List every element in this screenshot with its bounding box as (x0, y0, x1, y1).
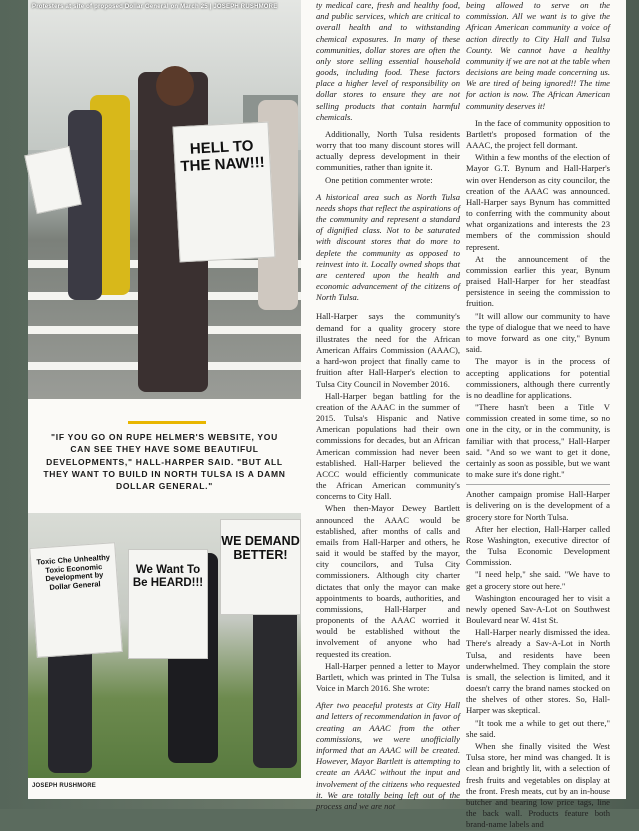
article-column-2 (316, 0, 460, 813)
sign-we-demand-better: WE DEMAND BETTER! (220, 519, 301, 615)
paragraph: Hall-Harper penned a letter to Mayor Bartlett, which was printed in The Tulsa Voice in March 2016. She wrote: (316, 660, 460, 694)
sign-toxic-development: Toxic Che Unhealthy Toxic Economic Development by Dollar General (29, 542, 122, 658)
article-column-3 (466, 0, 610, 831)
sign-we-want-to-be-heard: We Want To Be HEARD!!! (128, 549, 208, 659)
paragraph: The mayor is in the process of accepting applications for potential commissioners, although there currently is no deadline for applications. (466, 356, 610, 400)
paragraph: Washington encouraged her to visit a newly opened Sav-A-Lot on Southwest Boulevard near W. 41st St. (466, 592, 610, 626)
paragraph: "I need help," she said. "We have to get a grocery store out here." (466, 569, 610, 591)
sign-hell-to-the-naw: HELL TO THE NAW!!! (173, 122, 276, 263)
paragraph: At the announcement of the commission earlier this year, Bynum praised Hall-Harper for her steadfast persistence in seeing the commission to fruition. (466, 253, 610, 309)
paragraph: One petition commenter wrote: (325, 174, 433, 185)
section-divider (466, 484, 610, 485)
pull-quote-rule-top (128, 421, 206, 424)
pull-quote: "IF YOU GO ON RUPE HELMER'S WEBSITE, YOU CAN SEE THEY HAVE SOME BEAUTIFUL DEVELOPMENTS," HALL-HARPER SAID. "BUT ALL THEY WANT TO BUILD IN NORTH TULSA IS A DAMN DOLLAR GENERAL." (43, 432, 286, 492)
paragraph: ty medical care, fresh and healthy food, and public services, which are critical to overall health and to withstanding chemical exposures. In many of these communities, dollar stores are often the only store selling essential household goods, including food. These factors place a higher level of responsibility on dollar stores to ensure they are not selling products that contain harmful chemicals. (316, 0, 460, 122)
article-page (28, 0, 626, 830)
paragraph: When then-Mayor Dewey Bartlett announced the AAAC would be established, after months of calls and emails from Hall-Harper and others, he said it would be staffed by the mayor, city councilors, and Tulsa City commissioners. Although city charter dictates that only the mayor can make appointments to boards, authorities, and commissions, Hall-Harper and proponents of the AAAC worried it would be established without the involvement of anyone who had requested its creation. (316, 503, 460, 659)
protest-photo-bottom (28, 513, 301, 778)
photo-caption: Protesters at site of proposed Dollar General on March 25 | JOSEPH RUSHMORE (32, 4, 278, 10)
paragraph: "It will allow our community to have the type of dialogue that we need to have to move forward as one city," Bynum said. (466, 310, 610, 355)
paragraph: Within a few months of the election of Mayor G.T. Bynum and Hall-Harper's win over Henderson as city councilor, the creation of the AAAC was announced. Hall-Harper says Bynum has committed to conferring with the community about what organizations and interests the 23 members of the commission should represent. (466, 152, 610, 252)
photo-credit: JOSEPH RUSHMORE (32, 783, 97, 789)
paragraph: Hall-Harper began battling for the creation of the AAAC in the summer of 2015. Tulsa's Hispanic and Native American populations had their own commissions for decades, but an African American commission had never been established. Hall-Harper believed the ACCC would efficiently communicate the African American community's concerns to City Hall. (316, 390, 460, 502)
paragraph: "It took me a while to get out there," she said. (466, 717, 610, 739)
protest-photo-top (28, 0, 301, 399)
paragraph: Additionally, North Tulsa residents worry that too many discount stores will actually depress development in their communities, rather than ignite it. (316, 128, 460, 173)
block-quote: A historical area such as North Tulsa needs shops that reflect the aspirations of the community and represent a standard of dignified class. Not to be saturated with discount stores that do more to deplete the community as opposed to reinvest into it. Locally owned shops that are centered upon the health and economic advancement of the citizens of North Tulsa. (316, 191, 460, 303)
paragraph: Another campaign promise Hall-Harper is delivering on is the development of a grocery store for North Tulsa. (466, 489, 610, 522)
paragraph: being allowed to serve on the commission. All we want is to give the African American community a voice of action directly to City Hall and Tulsa County. We cannot have a healthy community if we are not at the table when decisions are being made concerning us. We are tired of being ignored!! The time for action is now. The African American community deserves it! (466, 0, 610, 111)
protester-head (156, 66, 194, 106)
paragraph: "There hasn't been a Title V commission created in some time, so no one in the city, or in the community, is familiar with that process," Hall-Harper said. "And so we want to get it done, certainly as soon as possible, but we want to make sure it's done right." (466, 402, 610, 480)
paragraph: Hall-Harper nearly dismissed the idea. There's already a Sav-A-Lot in North Tulsa, and residents have been underwhelmed. They complain the store is small, the selection is limited, and it doesn't carry the brand names stocked on the shelves of other stores. So, Hall-Harper was skeptical. (466, 627, 610, 716)
block-quote: After two peaceful protests at City Hall and letters of recommendation in favor of creating an AAAC from the other commissions, we were unofficially informed that an AAAC will be created. However, Mayor Bartlett is attempting to create an AAAC without the input and involvement of the citizens who requested it. We are totally being left out of the process and we are not (316, 700, 460, 811)
pull-quote-block (28, 399, 301, 513)
paragraph: When she finally visited the West Tulsa store, her mind was changed. It is clean and brightly lit, with a selection of fresh fruits and vegetables on display at the front. Fresh meats, cut by an in-house butcher and bearing low price tags, line the back wall. Products feature both brand-name labels and (466, 741, 610, 830)
paragraph: Hall-Harper says the community's demand for a quality grocery store illustrates the need for the African American Affairs Commission (AAAC), a hard-won project that finally came to fruition after Hall-Harper's election to Tulsa City Council in November 2016. (316, 311, 460, 389)
paragraph: In the face of community opposition to Bartlett's proposed formation of the AAAC, the project fell dormant. (466, 117, 610, 151)
paragraph: After her election, Hall-Harper called Rose Washington, executive director of the Tulsa Economic Development Commission. (466, 523, 610, 568)
